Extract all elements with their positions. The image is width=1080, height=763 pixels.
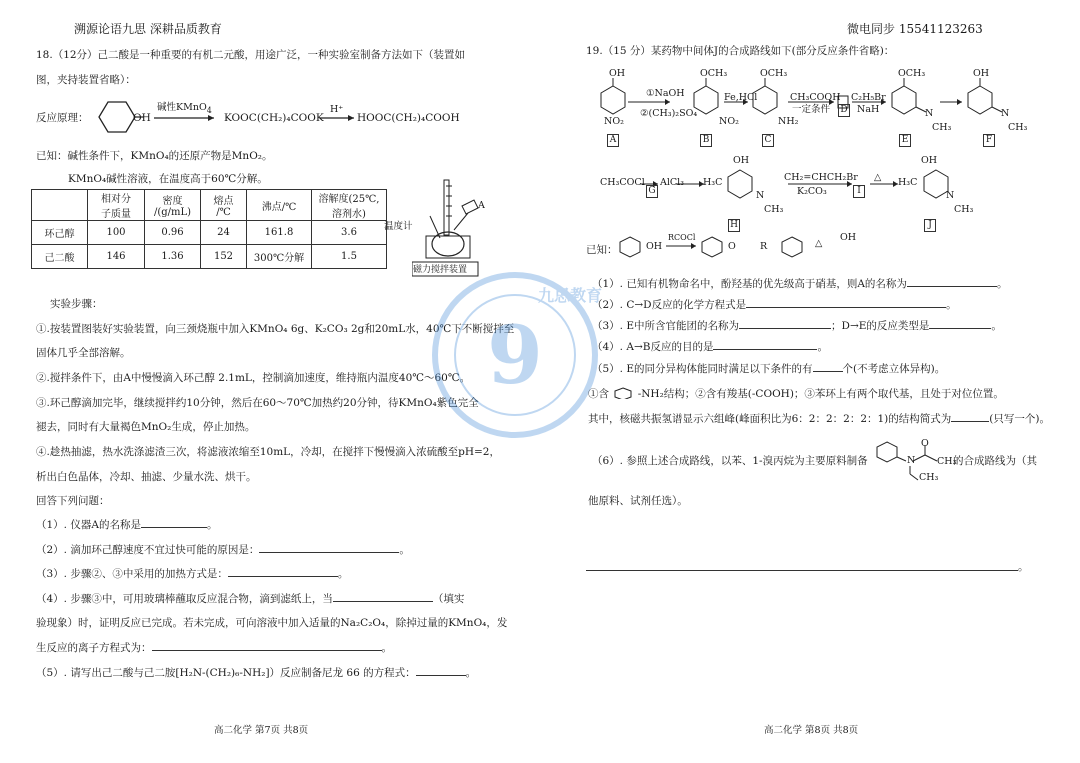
q18-intro-line2: 图，夹持装置省略）：: [36, 74, 136, 86]
reaction-reagent-sub: 4: [206, 105, 212, 115]
reaction-product-1: KOOC(CH₂)₄COOK: [224, 112, 324, 124]
q19-6-answer-line[interactable]: [586, 570, 1018, 571]
q19-6-line1-start: （6）. 参照上述合成路线，以苯、1-溴丙烷为主要原料制备: [592, 455, 868, 467]
step3-line2: 褪去，同时有大量褐色MnO₂生成，停止加热。: [36, 421, 256, 433]
q19-3-blank-a[interactable]: [739, 328, 831, 329]
label-g: G: [646, 185, 658, 198]
q18-intro-line1: 18.（12分）己二酸是一种重要的有机二元酸，用途广泛，一种实验室制备方法如下（装置如: [36, 49, 466, 61]
q19-6-line1-end: 的合成路线为（其: [953, 455, 1037, 467]
label-h: H: [728, 219, 740, 232]
label-c: C: [762, 134, 774, 147]
known-1: 已知：碱性条件下，KMnO₄的还原产物是MnO₂。: [36, 150, 273, 162]
reaction-product-2: HOOC(CH₂)₄COOH: [357, 112, 460, 124]
reaction-label: 反应原理：: [36, 112, 89, 124]
q19-1: （1）. 已知有机物命名中，酚羟基的优先级高于硝基，则A的名称为: [592, 278, 907, 290]
label-a: A: [607, 134, 619, 147]
q18-5: （5）. 请写出己二酸与己二胺[H₂N-(CH₂)₆-NH₂]）反应制备尼龙 66 的方程式：: [36, 667, 416, 679]
apparatus-a-label: A: [478, 200, 485, 211]
q19-3-blank-b[interactable]: [929, 328, 991, 329]
q19-2-blank[interactable]: [746, 307, 946, 308]
label-b: B: [700, 134, 712, 147]
step1-line1: ①.按装置图装好实验装置，向三颈烧瓶中加入KMnO₄ 6g、K₂CO₃ 2g和20mL水，40℃下不断搅拌至: [36, 323, 515, 335]
table-row: 己二酸 146 1.36 152 300℃分解 1.5: [32, 245, 387, 269]
q19-5-conditions: -NH₂结构；②含有羧基(-COOH)；③苯环上有两个取代基，且处于对位位置。: [637, 388, 1004, 400]
known-label: 已知：: [586, 244, 618, 256]
label-i: I: [853, 185, 865, 198]
reaction-oh: OH: [133, 112, 151, 124]
q19-6-line2: 他原料、试剂任选）。: [588, 495, 688, 507]
label-j: J: [924, 219, 936, 232]
reaction-hplus: H⁺: [330, 104, 344, 115]
footer-left: 高二化学 第7页 共8页: [214, 725, 309, 736]
q18-4-equation-blank[interactable]: [152, 650, 382, 651]
q19-intro: 19.（15 分）某药物中间体J的合成路线如下(部分反应条件省略)：: [586, 45, 895, 57]
q18-4-line2: 验现象）时，证明反应已完成。若未完成，可向溶液中加入适量的Na₂C₂O₄，除掉过量的KMnO₄，发: [36, 617, 508, 629]
watermark-text: 九思教育: [537, 286, 603, 305]
header-right: 微电同步 15541123263: [847, 22, 983, 36]
step2: ②.搅拌条件下，由A中慢慢滴入环己醇 2.1mL，控制滴加速度，维持瓶内温度40℃～60℃。: [36, 372, 471, 384]
apparatus-stirrer-label: 磁力搅拌装置: [413, 265, 468, 275]
q18-4-line1: （4）. 步骤③中，可用玻璃棒蘸取反应混合物，滴到滤纸上，当: [36, 593, 333, 605]
label-e: E: [899, 134, 911, 147]
q19-4-blank[interactable]: [713, 349, 817, 350]
q18-1-blank[interactable]: [141, 527, 207, 528]
q19-3-part1: （3）. E中所含官能团的名称为: [592, 320, 740, 332]
answer-title: 回答下列问题：: [36, 495, 110, 507]
footer-right: 高二化学 第8页 共8页: [764, 725, 859, 736]
q18-4-line3: 生反应的离子方程式为：: [36, 642, 152, 654]
q19-5-condition-prefix: ①含: [588, 388, 609, 400]
cyclohexane-ring: [99, 102, 135, 132]
step4-line2: 析出白色晶体，冷却、抽滤、少量水洗、烘干。: [36, 471, 257, 483]
q19-5: （5）. E的同分异构体能同时满足以下条件的有: [592, 363, 813, 375]
q19-5-blank[interactable]: [813, 371, 843, 372]
q18-2: （2）. 滴加环己醇速度不宜过快可能的原因是：: [36, 544, 260, 556]
q19-5-nmr: 其中，核磁共振氢谱显示六组峰(峰面积比为6：2：2：2：2：1)的结构简式为: [588, 413, 952, 425]
q18-5-blank[interactable]: [416, 675, 466, 676]
label-f: F: [983, 134, 995, 147]
q18-4-blank[interactable]: [333, 601, 433, 602]
benzene-ring-icon: [612, 387, 634, 399]
header-left: 溯源论语九思 深耕品质教育: [74, 22, 222, 36]
reaction-reagent: 碱性KMnO: [157, 102, 207, 113]
label-d: D: [838, 104, 850, 117]
q19-4: （4）. A→B反应的目的是: [592, 341, 714, 353]
table-row: 环己醇 100 0.96 24 161.8 3.6: [32, 221, 387, 245]
q18-3-blank[interactable]: [228, 576, 338, 577]
q19-2: （2）. C→D反应的化学方程式是: [592, 299, 747, 311]
watermark-numeral: 9: [487, 308, 543, 402]
q19-3-part2: ；D→E的反应类型是: [831, 320, 930, 332]
q18-1: （1）. 仪器A的名称是: [36, 519, 141, 531]
watermark-logo: [420, 265, 610, 445]
apparatus-thermometer-label: 温度计: [384, 221, 413, 232]
q18-2-blank[interactable]: [259, 552, 399, 553]
q19-1-blank[interactable]: [907, 286, 997, 287]
known-2: KMnO₄碱性溶液，在温度高于60℃分解。: [68, 173, 268, 185]
step1-line2: 固体几乎全部溶解。: [36, 347, 131, 359]
properties-table: [31, 189, 387, 269]
table-header-row: 相对分 子质量 密度 /(g/mL) 熔点 /℃ 沸点/℃ 溶解度(25℃, 溶剂水): [32, 190, 387, 221]
q18-3: （3）. 步骤②、③中采用的加热方式是：: [36, 568, 228, 580]
step3-line1: ③.环己醇滴加完毕，继续搅拌约10分钟，然后在60～70℃加热约20分钟，待KMnO₄紫色完全: [36, 397, 479, 409]
step4-line1: ④.趁热抽滤，热水洗涤滤渣三次，将滤液浓缩至10mL，冷却，在搅拌下慢慢滴入浓硫酸至pH=2，: [36, 446, 500, 458]
q19-5-nmr-blank[interactable]: [951, 421, 989, 422]
steps-title: 实验步骤：: [50, 298, 103, 310]
